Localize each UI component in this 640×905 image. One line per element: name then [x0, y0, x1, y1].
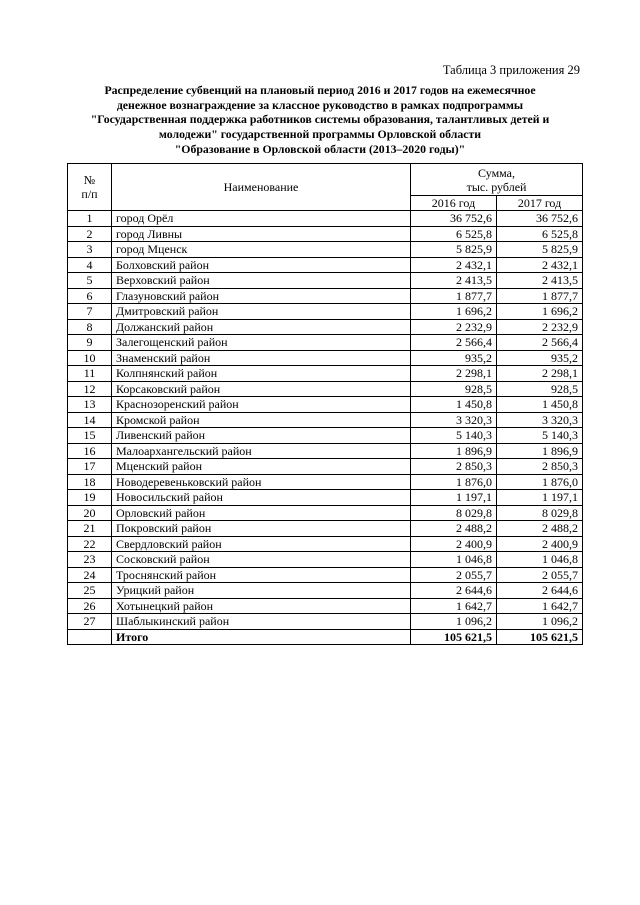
amount-2016-cell: 1 450,8	[411, 397, 497, 413]
amount-2017-cell: 5 140,3	[497, 428, 583, 444]
amount-2017-cell: 2 055,7	[497, 567, 583, 583]
table-header	[68, 164, 583, 211]
district-name-cell: Кромской район	[112, 412, 411, 428]
amount-2016-cell: 2 566,4	[411, 335, 497, 351]
amount-2016-cell: 36 752,6	[411, 211, 497, 227]
district-name-cell: Троснянский район	[112, 567, 411, 583]
table-row	[68, 536, 583, 552]
district-name-cell: Глазуновский район	[112, 288, 411, 304]
amount-2017-cell: 2 232,9	[497, 319, 583, 335]
table-row	[68, 366, 583, 382]
district-name-cell: Залегощенский район	[112, 335, 411, 351]
district-name-cell: Шаблыкинский район	[112, 614, 411, 630]
table-row	[68, 226, 583, 242]
amount-2017-cell: 105 621,5	[497, 629, 583, 645]
table-row	[68, 505, 583, 521]
amount-2017-cell: 1 046,8	[497, 552, 583, 568]
table-row	[68, 397, 583, 413]
district-name-cell: Урицкий район	[112, 583, 411, 599]
table-body	[68, 211, 583, 645]
amount-2016-cell: 2 400,9	[411, 536, 497, 552]
district-name-cell: Верховский район	[112, 273, 411, 289]
row-number-cell: 24	[68, 567, 112, 583]
amount-2016-cell: 8 029,8	[411, 505, 497, 521]
amount-2016-cell: 2 432,1	[411, 257, 497, 273]
amount-2017-cell: 2 400,9	[497, 536, 583, 552]
header-sum-unit: тыс. рублей	[466, 179, 527, 194]
table-row	[68, 381, 583, 397]
row-number-cell: 7	[68, 304, 112, 320]
row-number-cell: 27	[68, 614, 112, 630]
amount-2017-cell: 1 896,9	[497, 443, 583, 459]
row-number-cell: 20	[68, 505, 112, 521]
amount-2017-cell: 1 197,1	[497, 490, 583, 506]
amount-2016-cell: 2 298,1	[411, 366, 497, 382]
table-row	[68, 412, 583, 428]
row-number-cell: 22	[68, 536, 112, 552]
amount-2016-cell: 3 320,3	[411, 412, 497, 428]
district-name-cell: Новодеревеньковский район	[112, 474, 411, 490]
amount-2017-cell: 1 642,7	[497, 598, 583, 614]
district-name-cell: Знаменский район	[112, 350, 411, 366]
table-row	[68, 583, 583, 599]
table-row	[68, 490, 583, 506]
amount-2017-cell: 928,5	[497, 381, 583, 397]
amount-2016-cell: 1 642,7	[411, 598, 497, 614]
row-number-cell: 2	[68, 226, 112, 242]
amount-2017-cell: 935,2	[497, 350, 583, 366]
title-line: "Государственная поддержка работников системы образования, талантливых детей и	[90, 112, 550, 127]
amount-2016-cell: 1 876,0	[411, 474, 497, 490]
table-row	[68, 567, 583, 583]
amount-2016-cell: 935,2	[411, 350, 497, 366]
header-sum	[411, 164, 583, 196]
amount-2017-cell: 1 696,2	[497, 304, 583, 320]
table-row	[68, 521, 583, 537]
amount-2016-cell: 105 621,5	[411, 629, 497, 645]
amount-2016-cell: 2 850,3	[411, 459, 497, 475]
amount-2017-cell: 2 644,6	[497, 583, 583, 599]
row-number-cell: 16	[68, 443, 112, 459]
table-row	[68, 552, 583, 568]
amount-2017-cell: 8 029,8	[497, 505, 583, 521]
table-row	[68, 319, 583, 335]
district-name-cell: Корсаковский район	[112, 381, 411, 397]
table-row	[68, 443, 583, 459]
header-row-number	[68, 164, 112, 211]
table-row	[68, 428, 583, 444]
amount-2017-cell: 3 320,3	[497, 412, 583, 428]
row-number-cell: 11	[68, 366, 112, 382]
row-number-cell: 12	[68, 381, 112, 397]
amount-2016-cell: 5 140,3	[411, 428, 497, 444]
table-row	[68, 211, 583, 227]
table-row	[68, 304, 583, 320]
district-name-cell: город Ливны	[112, 226, 411, 242]
table-row	[68, 257, 583, 273]
district-name-cell: Итого	[112, 629, 411, 645]
table-row	[68, 242, 583, 258]
amount-2016-cell: 2 644,6	[411, 583, 497, 599]
amount-2017-cell: 1 096,2	[497, 614, 583, 630]
table-row	[68, 598, 583, 614]
district-name-cell: город Мценск	[112, 242, 411, 258]
amount-2017-cell: 2 432,1	[497, 257, 583, 273]
amount-2017-cell: 1 876,0	[497, 474, 583, 490]
title-line: "Образование в Орловской области (2013–2020 годы)"	[174, 141, 466, 156]
row-number-cell: 15	[68, 428, 112, 444]
district-name-cell: Ливенский район	[112, 428, 411, 444]
row-number-cell: 21	[68, 521, 112, 537]
district-name-cell: Мценский район	[112, 459, 411, 475]
appendix-reference: Таблица 3 приложения 29	[442, 63, 580, 77]
row-number-cell: 8	[68, 319, 112, 335]
amount-2016-cell: 2 232,9	[411, 319, 497, 335]
table-row	[68, 273, 583, 289]
district-name-cell: Покровский район	[112, 521, 411, 537]
header-name: Наименование	[112, 164, 411, 211]
row-number-cell: 17	[68, 459, 112, 475]
row-number-cell: 3	[68, 242, 112, 258]
amount-2017-cell: 2 566,4	[497, 335, 583, 351]
header-number-sign: №	[83, 173, 96, 187]
district-name-cell: Болховский район	[112, 257, 411, 273]
district-name-cell: Малоархангельский район	[112, 443, 411, 459]
row-number-cell: 23	[68, 552, 112, 568]
district-name-cell: Хотынецкий район	[112, 598, 411, 614]
amount-2017-cell: 2 850,3	[497, 459, 583, 475]
total-row	[68, 629, 583, 645]
amount-2016-cell: 1 046,8	[411, 552, 497, 568]
district-name-cell: Орловский район	[112, 505, 411, 521]
amount-2017-cell: 36 752,6	[497, 211, 583, 227]
amount-2016-cell: 1 096,2	[411, 614, 497, 630]
district-name-cell: Колпнянский район	[112, 366, 411, 382]
table-row	[68, 614, 583, 630]
row-number-cell: 14	[68, 412, 112, 428]
district-name-cell: Новосильский район	[112, 490, 411, 506]
header-sum-label: Сумма,	[478, 165, 515, 180]
header-number-abbrev: п/п	[81, 187, 98, 201]
document-title	[70, 83, 570, 157]
row-number-cell	[68, 629, 112, 645]
amount-2017-cell: 6 525,8	[497, 226, 583, 242]
district-name-cell: город Орёл	[112, 211, 411, 227]
row-number-cell: 13	[68, 397, 112, 413]
row-number-cell: 25	[68, 583, 112, 599]
amount-2016-cell: 1 197,1	[411, 490, 497, 506]
amount-2016-cell: 1 696,2	[411, 304, 497, 320]
row-number-cell: 5	[68, 273, 112, 289]
amount-2017-cell: 1 877,7	[497, 288, 583, 304]
district-name-cell: Должанский район	[112, 319, 411, 335]
amount-2016-cell: 2 055,7	[411, 567, 497, 583]
amount-2016-cell: 5 825,9	[411, 242, 497, 258]
row-number-cell: 19	[68, 490, 112, 506]
row-number-cell: 10	[68, 350, 112, 366]
amount-2016-cell: 2 488,2	[411, 521, 497, 537]
title-line: молодежи" государственной программы Орловской области	[158, 127, 482, 142]
table-row	[68, 459, 583, 475]
amount-2017-cell: 5 825,9	[497, 242, 583, 258]
amount-2017-cell: 2 488,2	[497, 521, 583, 537]
subsidy-distribution-table	[67, 163, 583, 645]
amount-2016-cell: 1 877,7	[411, 288, 497, 304]
amount-2017-cell: 1 450,8	[497, 397, 583, 413]
amount-2016-cell: 2 413,5	[411, 273, 497, 289]
title-line: денежное вознаграждение за классное руководство в рамках подпрограммы	[116, 97, 524, 112]
header-year-2017: 2017 год	[497, 196, 583, 211]
title-line: Распределение субвенций на плановый период 2016 и 2017 годов на ежемесячное	[104, 83, 536, 97]
row-number-cell: 6	[68, 288, 112, 304]
row-number-cell: 4	[68, 257, 112, 273]
amount-2016-cell: 928,5	[411, 381, 497, 397]
district-name-cell: Краснозоренский район	[112, 397, 411, 413]
district-name-cell: Свердловский район	[112, 536, 411, 552]
table-row	[68, 335, 583, 351]
table-row	[68, 288, 583, 304]
amount-2017-cell: 2 413,5	[497, 273, 583, 289]
table-row	[68, 350, 583, 366]
row-number-cell: 26	[68, 598, 112, 614]
header-year-2016: 2016 год	[411, 196, 497, 211]
table-row	[68, 474, 583, 490]
amount-2016-cell: 1 896,9	[411, 443, 497, 459]
district-name-cell: Сосковский район	[112, 552, 411, 568]
row-number-cell: 1	[68, 211, 112, 227]
amount-2017-cell: 2 298,1	[497, 366, 583, 382]
district-name-cell: Дмитровский район	[112, 304, 411, 320]
amount-2016-cell: 6 525,8	[411, 226, 497, 242]
row-number-cell: 9	[68, 335, 112, 351]
row-number-cell: 18	[68, 474, 112, 490]
